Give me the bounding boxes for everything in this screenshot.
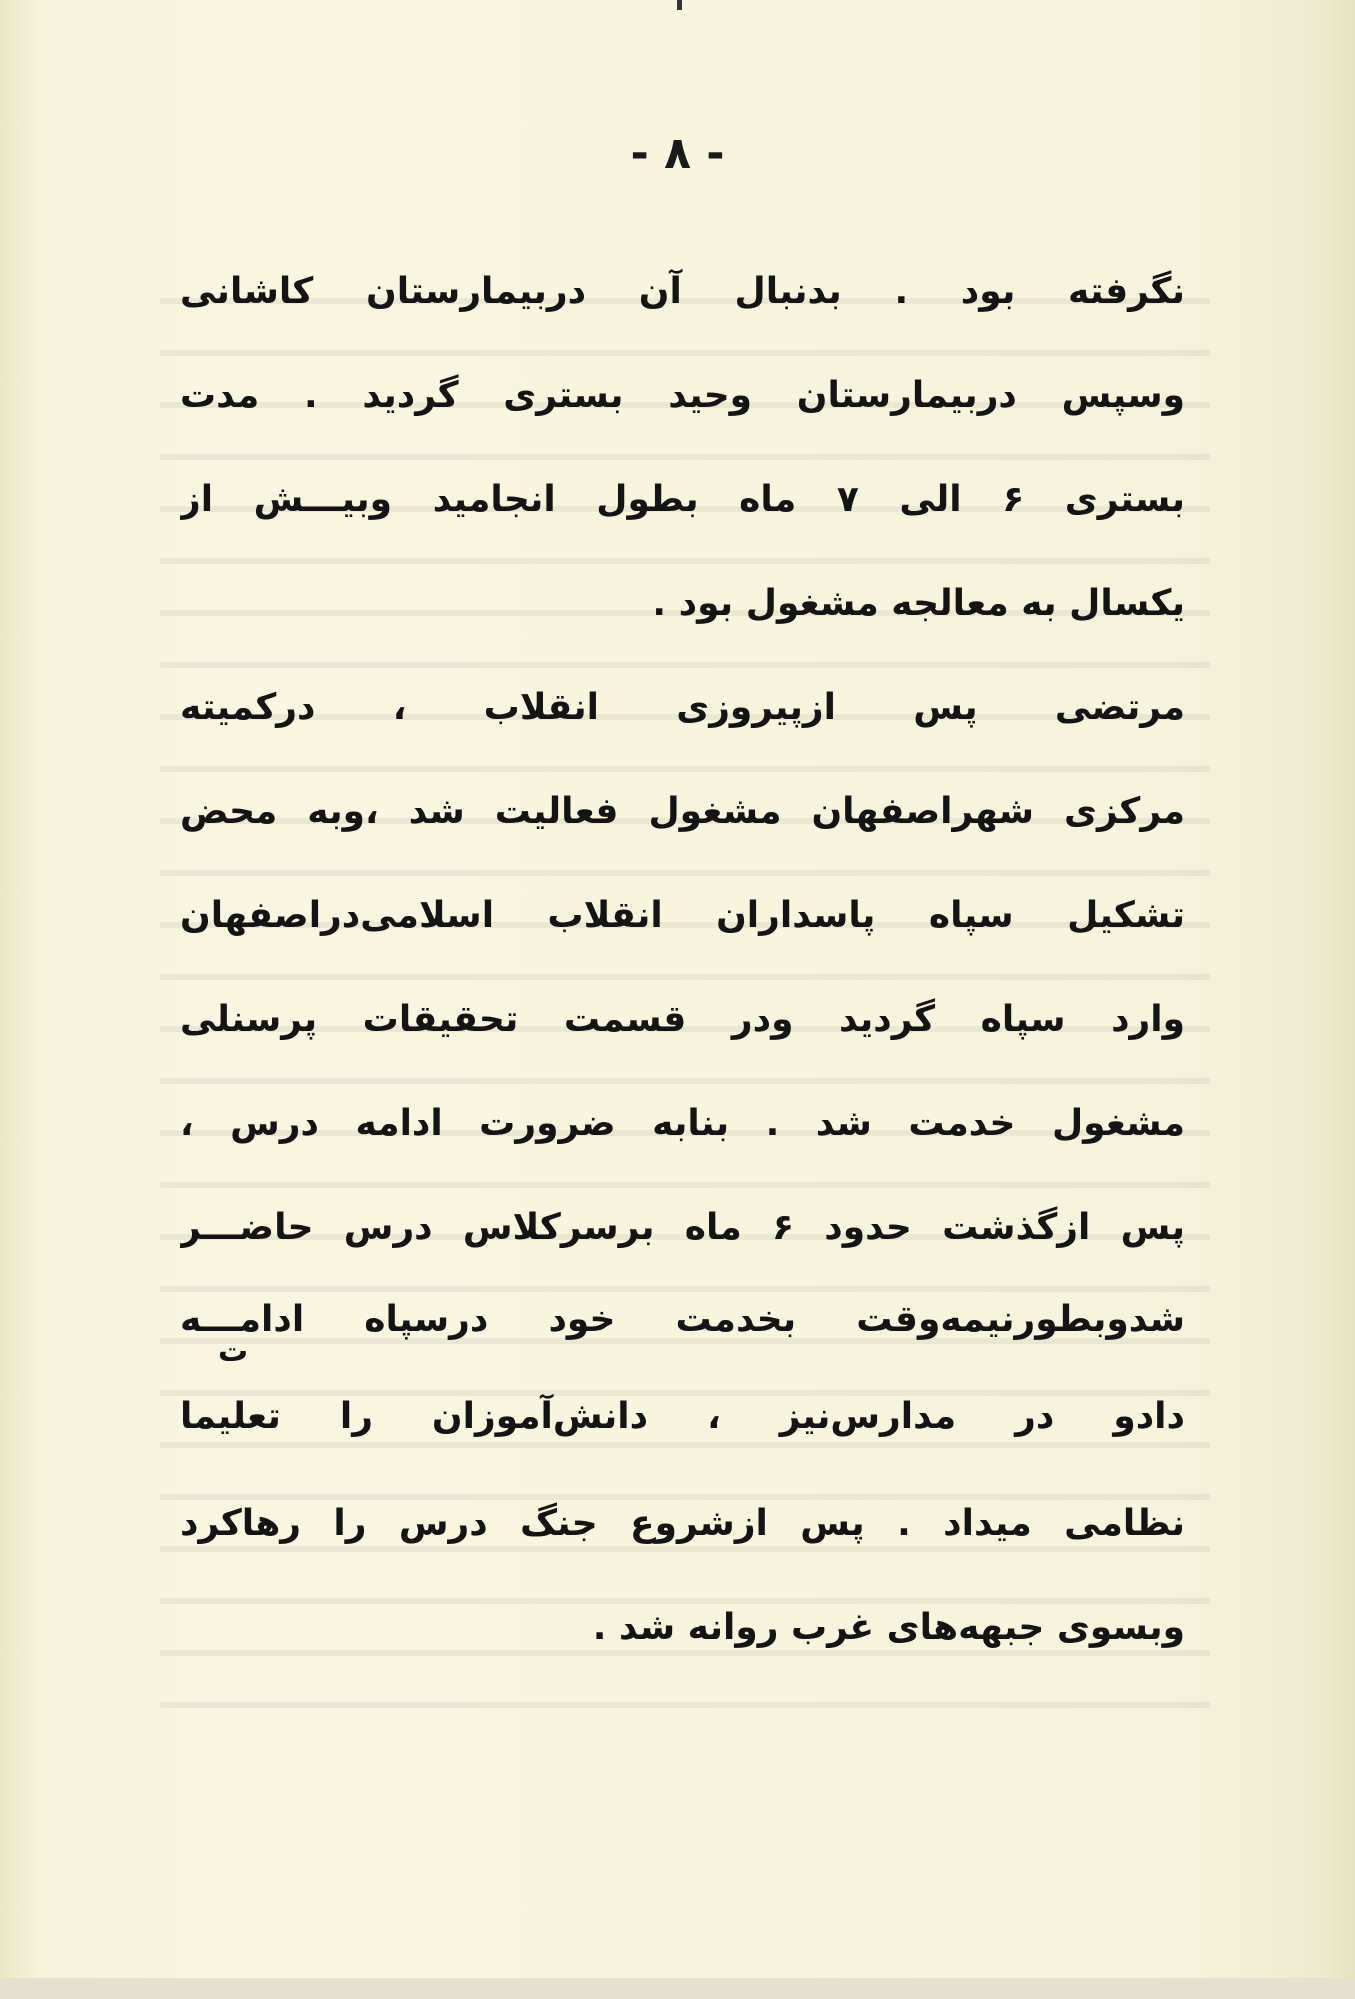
page-number: - ۸ - <box>630 128 725 179</box>
page-bottom-edge <box>0 1978 1355 1999</box>
binding-mark <box>677 0 682 10</box>
text-line: مرکزی شهراصفهان مشغول فعالیت شد ،وبه محض <box>180 791 1185 832</box>
text-line: مشغول خدمت شد . بنابه ضرورت ادامه درس ، <box>180 1103 1185 1144</box>
text-line: مرتضی پس ازپیروزی انقلاب ، درکمیته <box>180 687 1185 728</box>
text-line: وسپس دربیمارستان وحید بستری گردید . مدت <box>180 375 1185 416</box>
text-line: وارد سپاه گردید ودر قسمت تحقیقات پرسنلی <box>180 999 1185 1040</box>
text-line-fragment: ت <box>218 1342 249 1362</box>
text-line: شدوبطورنیمه‌وقت بخدمت خود درسپاه ادامـــه <box>180 1299 1185 1340</box>
text-line: پس ازگذشت حدود ۶ ماه برسرکلاس درس حاضـــر <box>180 1207 1185 1248</box>
body-text <box>180 240 1185 1680</box>
text-line: دادو در مدارس‌نیز ، دانش‌آموزان را تعلیما <box>180 1396 1185 1437</box>
text-line: تشکیل سپاه پاسداران انقلاب اسلامی‌دراصفهان <box>180 895 1185 936</box>
text-line: بستری ۶ الی ۷ ماه بطول انجامید وبیـــش از <box>180 479 1185 520</box>
text-line: نظامی میداد . پس ازشروع جنگ درس را رهاکرد <box>180 1503 1185 1544</box>
text-line: نگرفته بود . بدنبال آن دربیمارستان کاشانی <box>180 271 1185 312</box>
text-line: وبسوی جبهه‌های غرب روانه شد . <box>592 1607 1185 1648</box>
text-line: یکسال به معالجه مشغول بود . <box>652 583 1185 624</box>
